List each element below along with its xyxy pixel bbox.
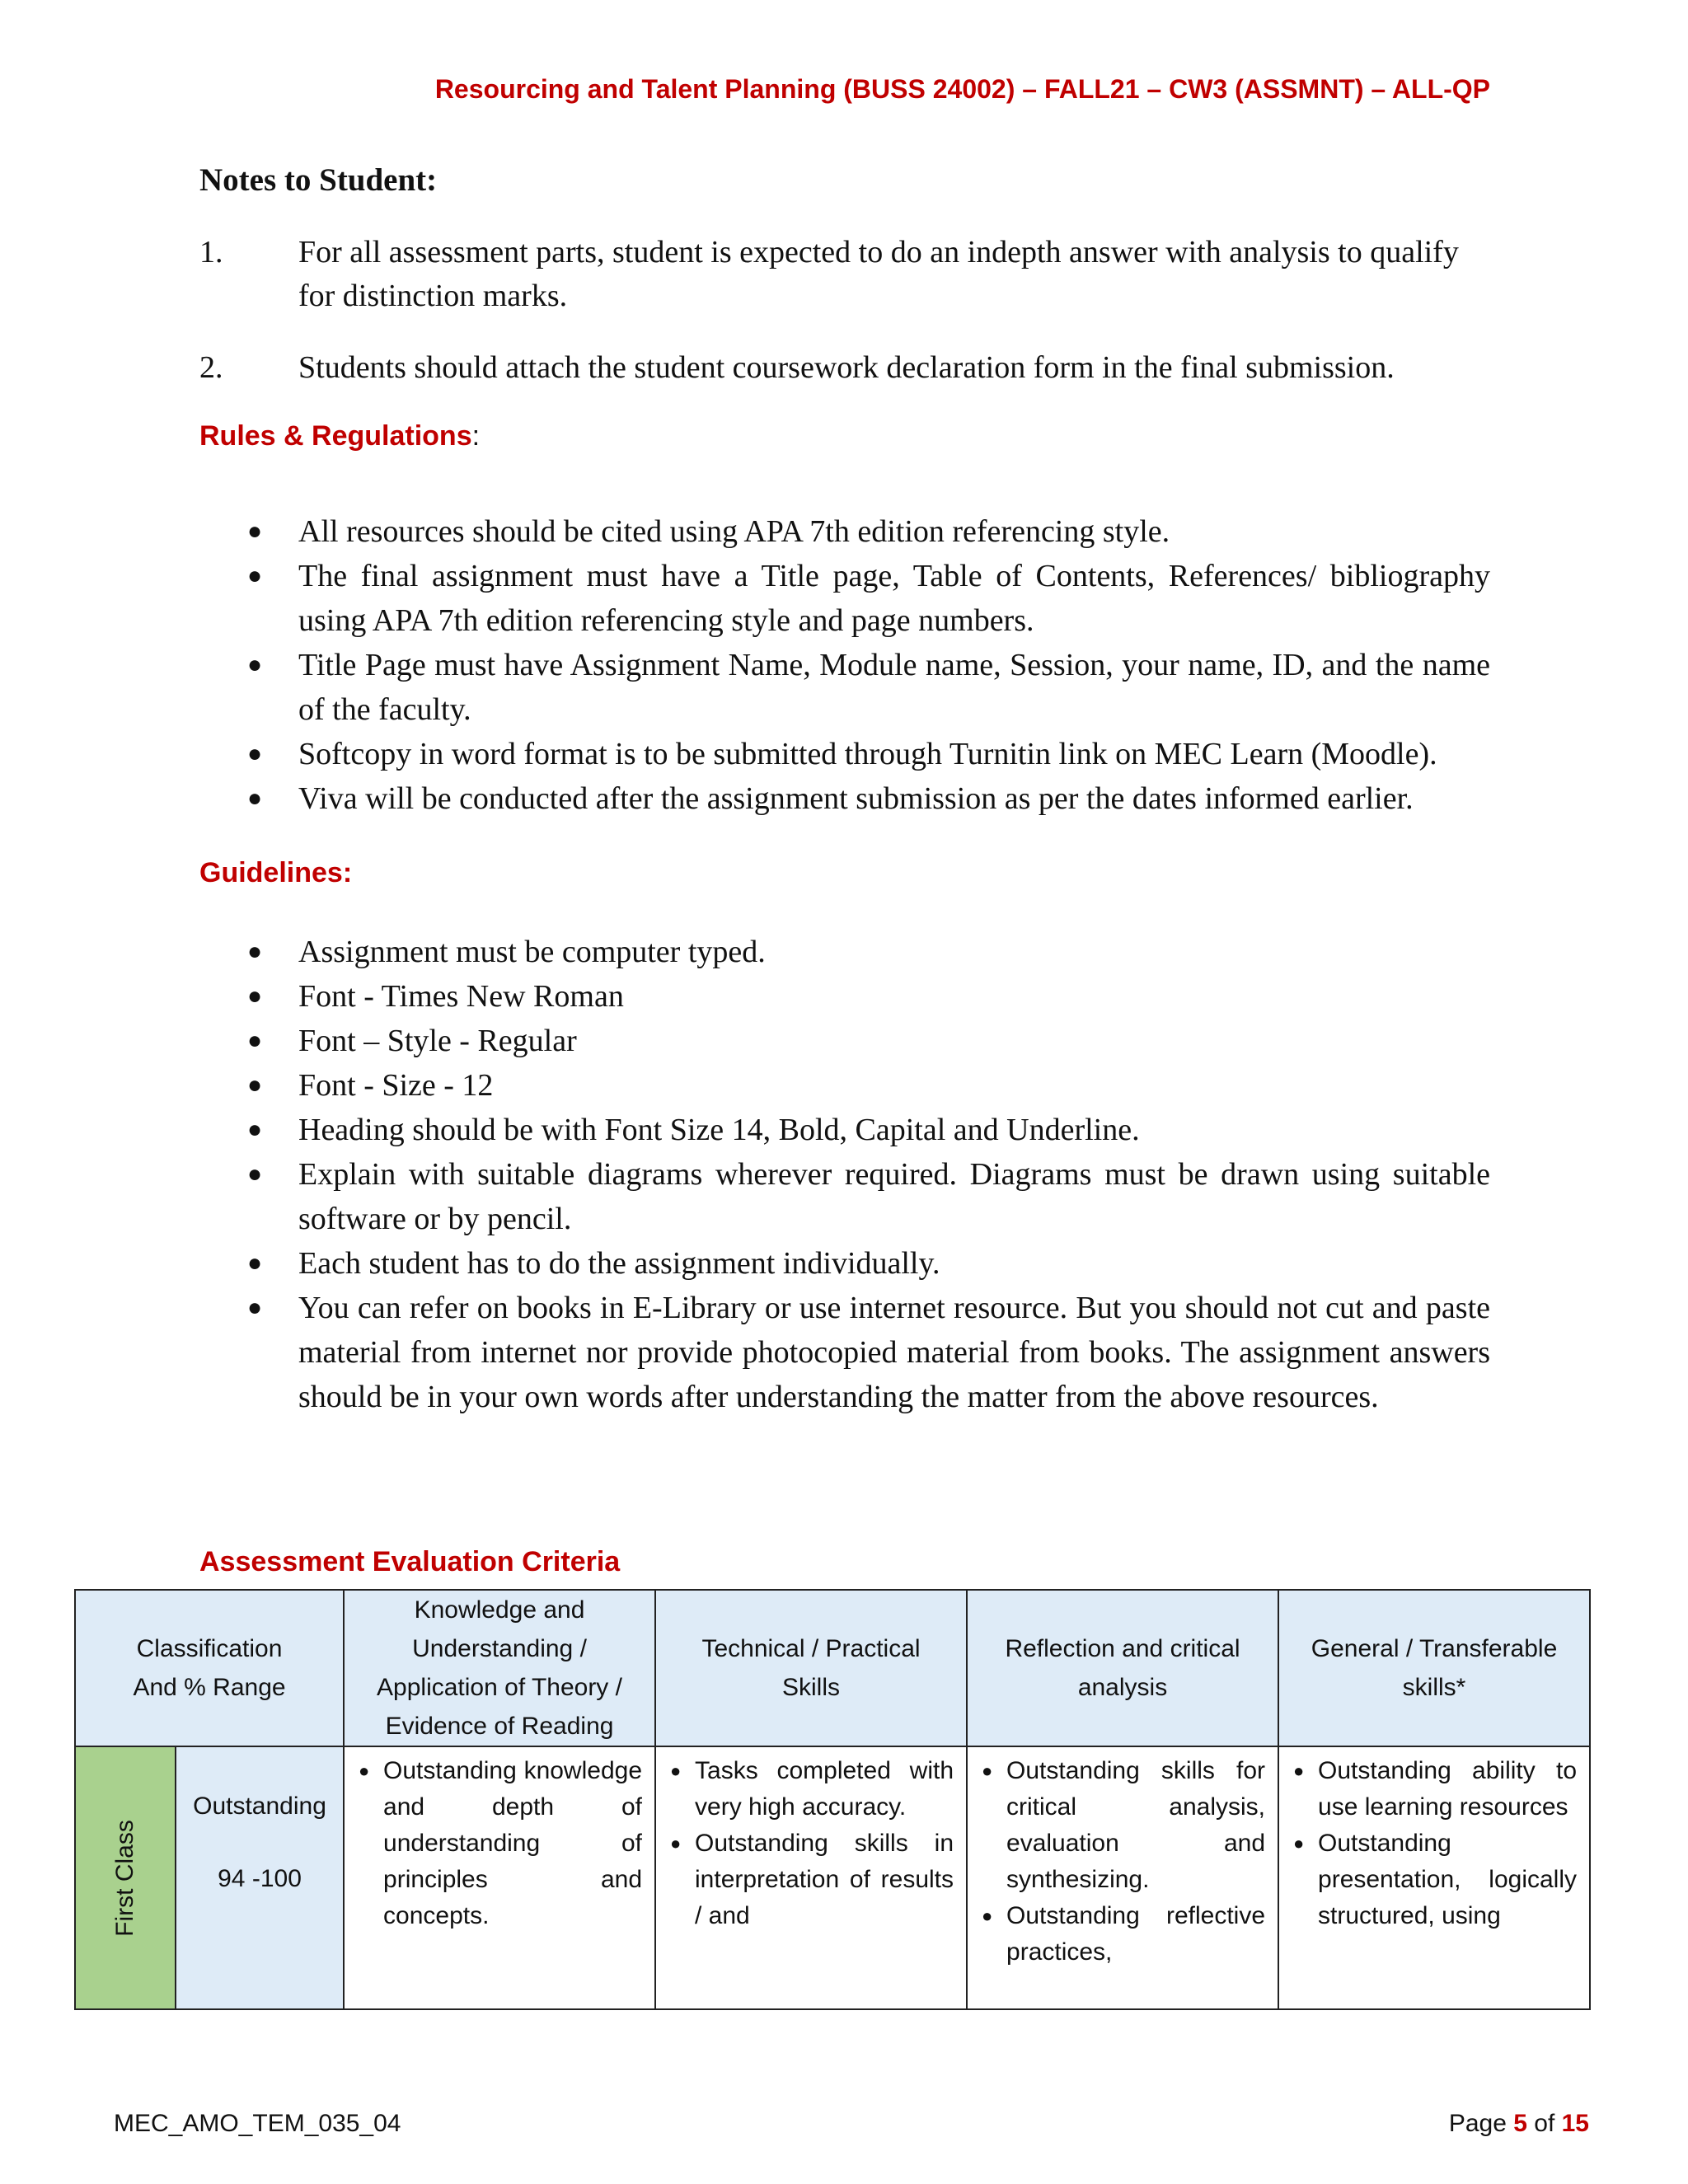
list-item-text: Each student has to do the assignment individually.: [298, 1246, 940, 1281]
list-item: [350, 1753, 642, 1934]
column-header-technical: [655, 1590, 967, 1746]
list-item: [0, 1108, 1490, 1152]
list-item: [0, 776, 1490, 821]
list-item: [0, 1019, 1490, 1063]
bullet-icon: ●: [247, 1294, 263, 1321]
bullet-icon: ●: [670, 1833, 682, 1854]
list-item-text: Tasks completed with very high accuracy.: [695, 1757, 954, 1821]
notes-heading: Notes to Student:: [199, 162, 438, 198]
page-current: 5: [1513, 2110, 1527, 2137]
list-item-text: Outstanding skills in interpretation of results / and: [695, 1830, 954, 1929]
list-item-text: Outstanding skills for critical analysis, evaluation and synthesizing.: [1006, 1757, 1266, 1893]
column-header-general: [1278, 1590, 1590, 1746]
list-item: [0, 1286, 1490, 1419]
footer-document-code: MEC_AMO_TEM_035_04: [114, 2110, 401, 2137]
bullet-icon: ●: [247, 1160, 263, 1188]
list-item: [0, 732, 1490, 776]
column-header-knowledge: Knowledge and Understanding / Application of Theory / Evidence of Reading: [344, 1590, 655, 1746]
bullet-icon: ●: [247, 562, 263, 589]
bullet-icon: ●: [1293, 1760, 1305, 1781]
rules-list: [0, 509, 1490, 821]
list-item-text: Assignment must be computer typed.: [298, 935, 766, 969]
grade-label: Outstanding: [193, 1793, 326, 1820]
list-item: [0, 1063, 1490, 1108]
column-header-text: Reflection and critical: [1005, 1635, 1240, 1662]
column-header-text: Technical / Practical: [701, 1635, 921, 1662]
column-header-text: General / Transferable: [1311, 1635, 1558, 1662]
page-header-title: Resourcing and Talent Planning (BUSS 24002) – FALL21 – CW3 (ASSMNT) – ALL-QP: [434, 74, 1490, 104]
note-item-2: [199, 346, 1490, 390]
grade-range-cell: [176, 1746, 344, 2009]
list-item: [662, 1753, 954, 1825]
note-number: 1.: [199, 235, 223, 269]
page-prefix: Page: [1448, 2110, 1514, 2137]
general-cell: [1278, 1746, 1590, 2009]
bullet-icon: ●: [247, 938, 263, 965]
note-item-1: [199, 231, 1490, 318]
list-item-text: Heading should be with Font Size 14, Bold, Capital and Underline.: [298, 1113, 1140, 1147]
list-item: [973, 1898, 1265, 1971]
column-header-reflection: [967, 1590, 1278, 1746]
list-item-text: The final assignment must have a Title page, Table of Contents, References/ bibliography using APA 7th edition referencing style and page numbers.: [298, 559, 1490, 638]
column-header-text: skills*: [1402, 1674, 1466, 1701]
bullet-icon: ●: [247, 651, 263, 678]
bullet-icon: ●: [359, 1760, 370, 1781]
evaluation-criteria-table: [74, 1589, 1591, 2010]
column-header-classification: [75, 1590, 344, 1746]
bullet-icon: ●: [982, 1760, 993, 1781]
range-label: 94 -100: [218, 1865, 302, 1892]
list-item-text: Viva will be conducted after the assignment submission as per the dates informed earlier.: [298, 781, 1414, 816]
list-item-text: You can refer on books in E-Library or use internet resource. But you should not cut and paste material from internet nor provide photocopied material from books. The assignment answers should be in your own words after understanding the matter from the above resources.: [298, 1291, 1490, 1414]
list-item: [1285, 1825, 1577, 1934]
note-text: Students should attach the student coursework declaration form in the final submission.: [298, 350, 1395, 385]
rules-heading: [199, 420, 480, 452]
column-header-text: analysis: [1077, 1674, 1168, 1701]
rules-heading-text: Rules & Regulations: [199, 420, 472, 452]
list-item-text: Outstanding reflective practices,: [1006, 1902, 1266, 1966]
list-item: [0, 509, 1490, 554]
table-row: [75, 1746, 1590, 2009]
bullet-icon: ●: [247, 982, 263, 1010]
bullet-icon: ●: [247, 518, 263, 545]
footer-page-number: [0, 2110, 1589, 2138]
list-item: [0, 974, 1490, 1019]
list-item-text: Font - Times New Roman: [298, 979, 624, 1014]
bullet-icon: ●: [670, 1760, 682, 1781]
note-number: 2.: [199, 350, 223, 385]
list-item-text: Font – Style - Regular: [298, 1024, 577, 1058]
column-header-text: And % Range: [133, 1674, 286, 1701]
bullet-icon: ●: [1293, 1833, 1305, 1854]
list-item-text: Font - Size - 12: [298, 1068, 494, 1103]
list-item-text: Explain with suitable diagrams wherever required. Diagrams must be drawn using suitable software or by pencil.: [298, 1157, 1490, 1236]
reflection-cell: [967, 1746, 1278, 2009]
guidelines-list: [0, 930, 1490, 1419]
page-total: 15: [1561, 2110, 1589, 2137]
bullet-icon: ●: [247, 785, 263, 812]
class-label-cell: [75, 1746, 176, 2009]
bullet-icon: ●: [247, 1071, 263, 1099]
technical-cell: [655, 1746, 967, 2009]
column-header-text: Skills: [782, 1674, 841, 1701]
list-item-text: Softcopy in word format is to be submitted through Turnitin link on MEC Learn (Moodle).: [298, 737, 1437, 771]
list-item: [0, 1152, 1490, 1241]
list-item-text: All resources should be cited using APA 7th edition referencing style.: [298, 514, 1170, 549]
list-item: [973, 1753, 1265, 1898]
bullet-icon: ●: [247, 1116, 263, 1143]
table-header-row: [75, 1590, 1590, 1746]
bullet-icon: ●: [247, 740, 263, 767]
list-item: [1285, 1753, 1577, 1825]
page-of: of: [1526, 2110, 1562, 2137]
class-label: First Class: [111, 1819, 138, 1937]
list-item: [0, 643, 1490, 732]
rules-heading-colon: :: [471, 420, 481, 452]
bullet-icon: ●: [247, 1249, 263, 1277]
note-text: For all assessment parts, student is expected to do an indepth answer with analysis to qualify for distinction marks.: [298, 235, 1459, 313]
list-item: [0, 554, 1490, 643]
bullet-icon: ●: [982, 1905, 993, 1926]
list-item-text: Outstanding knowledge and depth of understanding of principles and concepts.: [383, 1757, 643, 1929]
knowledge-cell: [344, 1746, 655, 2009]
list-item-text: Outstanding ability to use learning resources: [1318, 1757, 1578, 1821]
list-item: [662, 1825, 954, 1934]
column-header-text: Classification: [136, 1635, 283, 1662]
list-item-text: Title Page must have Assignment Name, Module name, Session, your name, ID, and the name of the faculty.: [298, 648, 1490, 727]
list-item: [0, 1241, 1490, 1286]
guidelines-heading: Guidelines:: [199, 857, 353, 888]
list-item: [0, 930, 1490, 974]
bullet-icon: ●: [247, 1027, 263, 1054]
list-item-text: Outstanding presentation, logically structured, using: [1318, 1830, 1578, 1929]
criteria-heading: Assessment Evaluation Criteria: [199, 1546, 621, 1577]
